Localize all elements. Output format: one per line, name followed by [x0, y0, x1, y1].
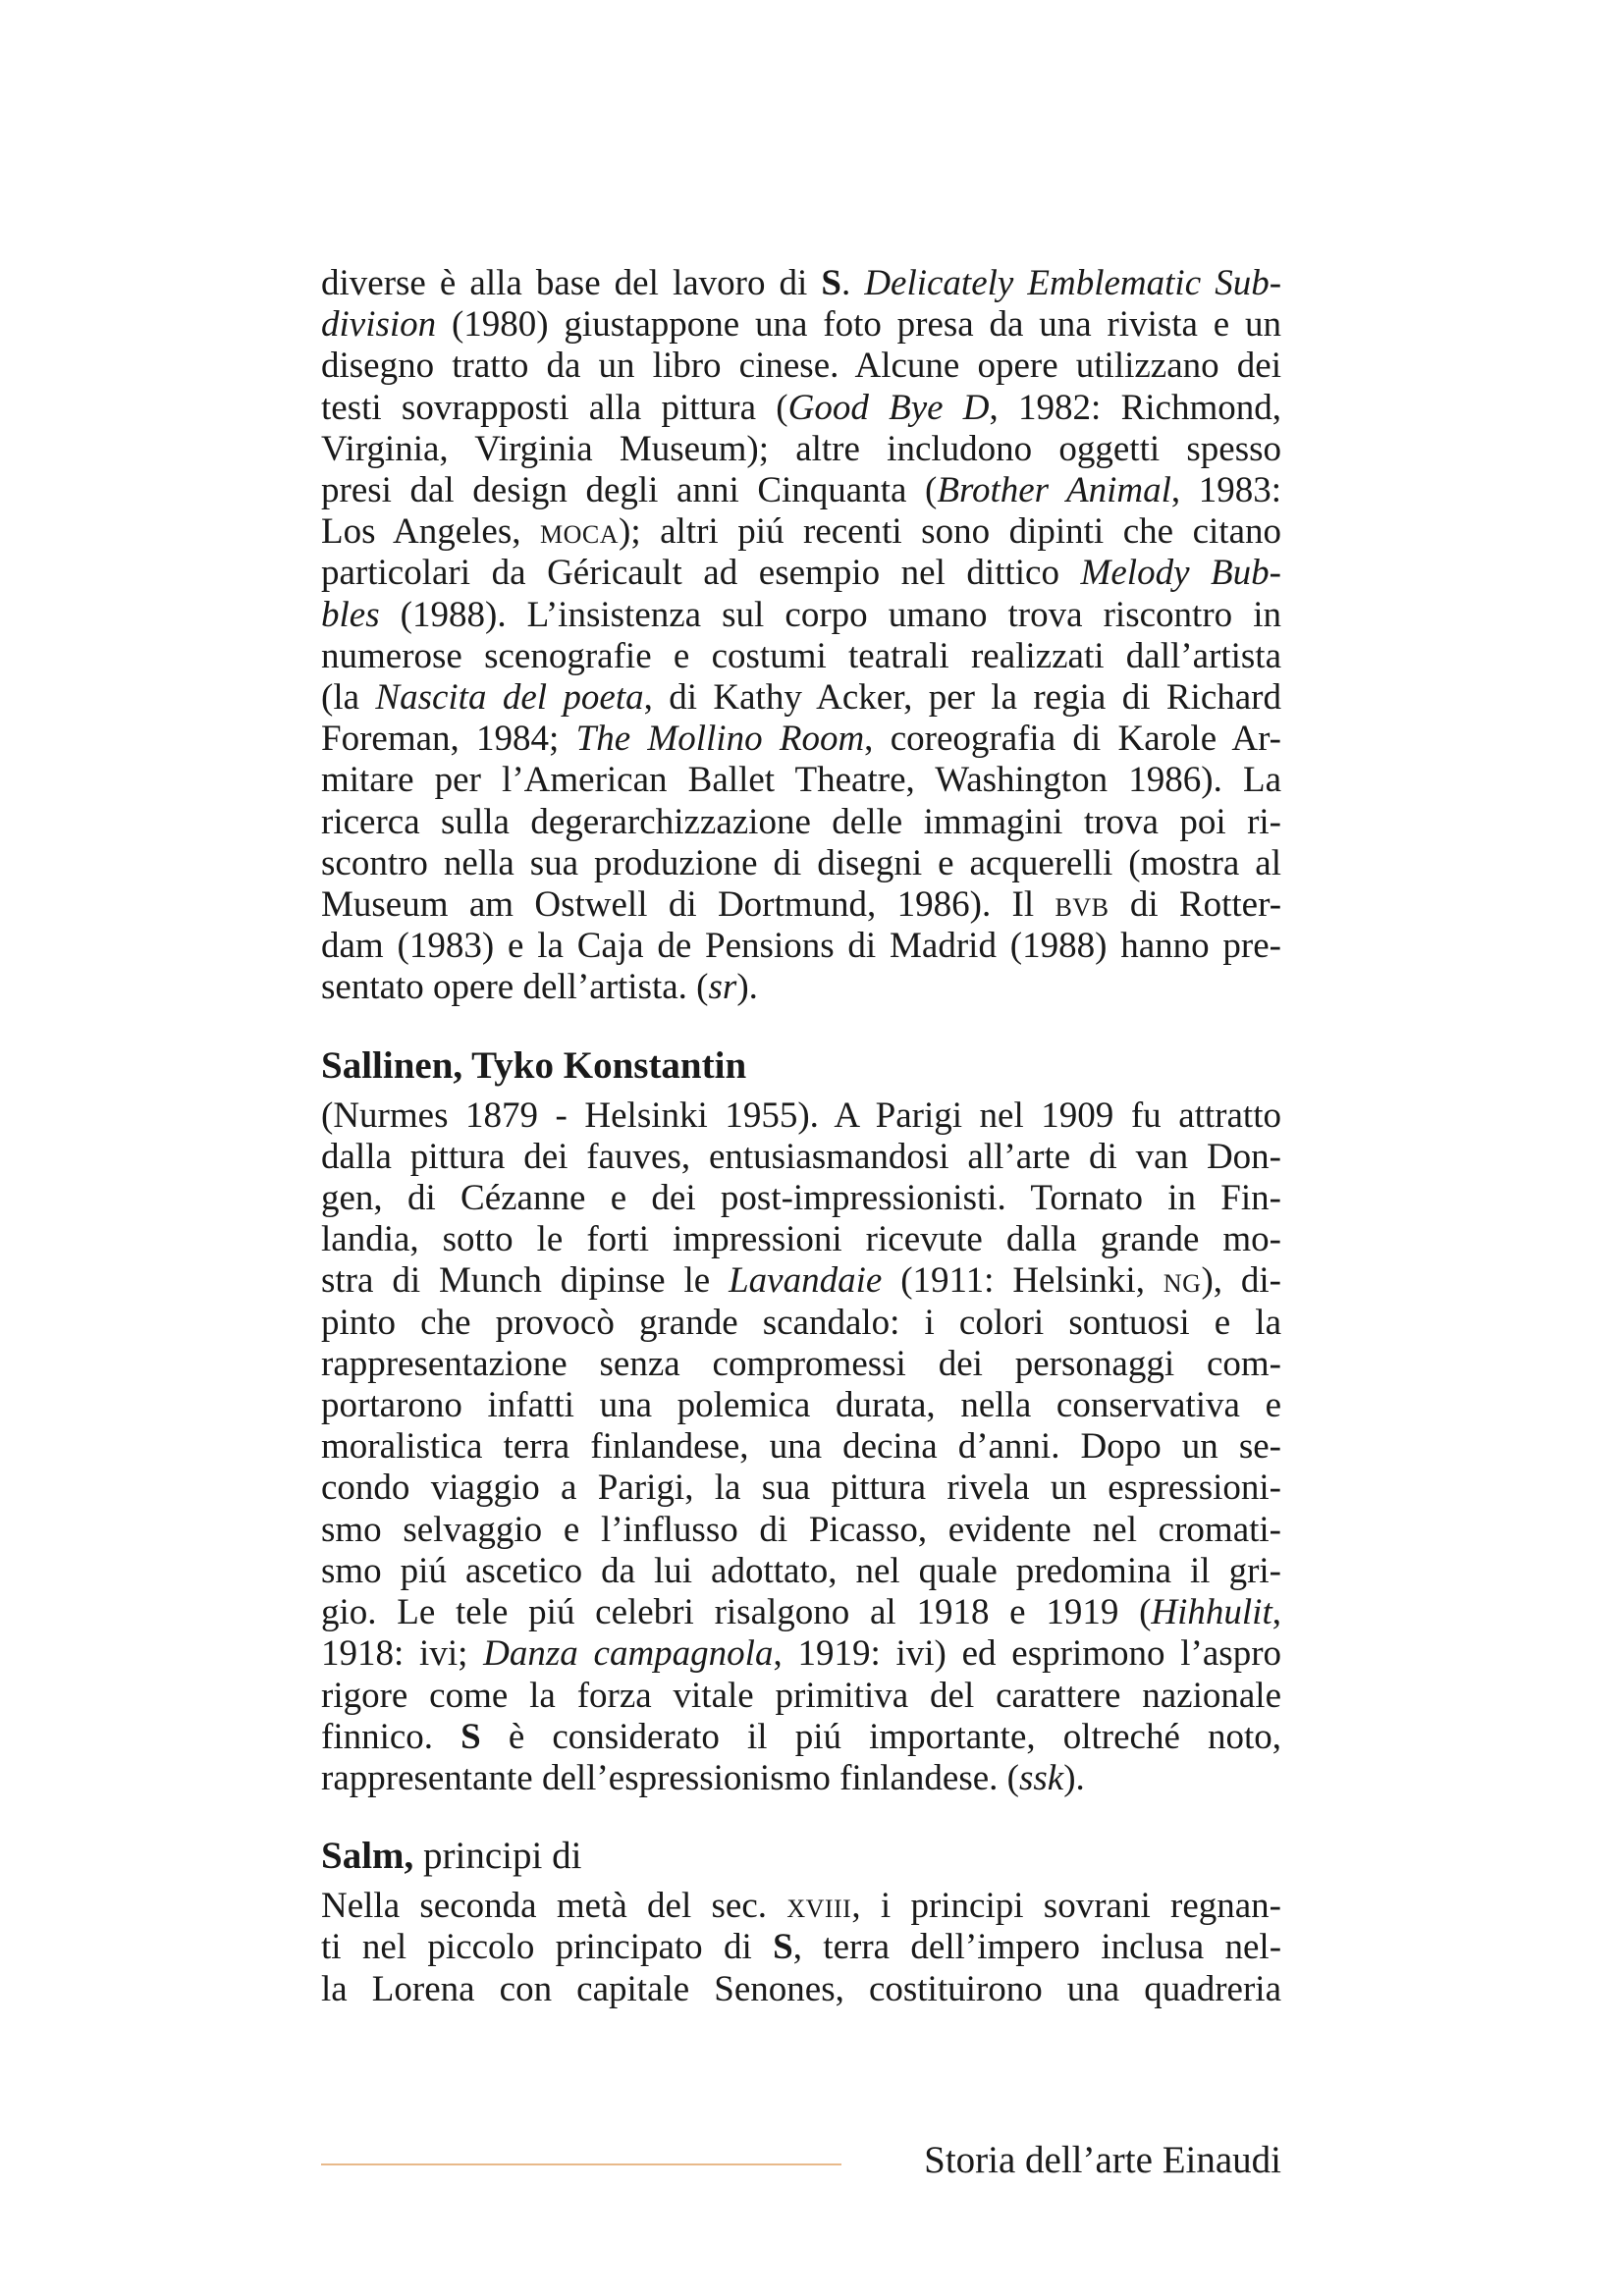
text-line [321, 884, 1281, 926]
text-run: Nella seconda metà del sec. [321, 1886, 787, 1927]
text-run: (1911: Helsinki, [882, 1260, 1163, 1302]
text-line [321, 1717, 1281, 1758]
text-line [321, 1633, 1281, 1675]
text-run: è considerato il piú importante, oltreché noto, [480, 1716, 1281, 1757]
text-run: Sallinen, Tyko Konstantin [321, 1043, 747, 1087]
text-run: dalla pittura dei fauves, entusiasmandosi all’arte di van Don- [321, 1136, 1281, 1177]
text-line [321, 1886, 1281, 1927]
text-line [321, 511, 1281, 553]
text-run: testi sovrapposti alla pittura ( [321, 387, 788, 428]
text-line [321, 429, 1281, 470]
text-run: mitare per l’American Ballet Theatre, Washington 1986). La [321, 760, 1281, 801]
text-run: particolari da Géricault ad esempio nel dittico [321, 553, 1081, 594]
text-line [321, 1385, 1281, 1426]
text-line [321, 1551, 1281, 1592]
text-line [321, 1468, 1281, 1509]
text-run: The Mollino Room [575, 719, 865, 760]
text-run: bvb [1055, 884, 1109, 926]
footer-title: Storia dell’arte Einaudi [924, 2139, 1281, 2181]
text-line [321, 595, 1281, 636]
text-run: ssk [1019, 1757, 1064, 1798]
text-run: Danza campagnola [483, 1633, 774, 1675]
text-run: , [1271, 1592, 1281, 1633]
text-line [321, 1510, 1281, 1551]
text-run: sentato opere dell’artista. ( [321, 967, 709, 1008]
text-line [321, 1303, 1281, 1344]
text-run: S [460, 1716, 481, 1757]
text-run: , i principi sovrani regnan- [851, 1886, 1281, 1927]
text-run: scontro nella sua produzione di disegni e acquerelli (mostra al [321, 842, 1281, 883]
text-run: landia, sotto le forti impressioni ricevute dalla grande mo- [321, 1219, 1281, 1260]
text-run: finnico. [321, 1716, 461, 1757]
text-run: , coreografia di Karole Ar- [864, 719, 1281, 760]
text-run: numerose scenografie e costumi teatrali realizzati dall’artista [321, 635, 1281, 676]
text-line [321, 1219, 1281, 1260]
text-run: pinto che provocò grande scandalo: i colori sontuosi e la [321, 1302, 1281, 1343]
text-run: ng [1163, 1260, 1202, 1302]
text-line [321, 1178, 1281, 1219]
text-line [321, 304, 1281, 346]
text-line [321, 636, 1281, 677]
text-run: Foreman, 1984; [321, 719, 576, 760]
text-line [321, 1758, 1281, 1799]
text-run: Museum am Ostwell di Dortmund, 1986). Il [321, 884, 1055, 926]
text-run: gen, di Cézanne e dei post-impressionisti. Tornato in Fin- [321, 1178, 1281, 1219]
text-run: Nascita del poeta [375, 677, 644, 719]
text-run: la Lorena con capitale Senones, costituirono una quadreria [321, 1968, 1281, 2009]
text-run: . [840, 263, 865, 303]
text-run: principi di [413, 1835, 582, 1878]
text-run: dam (1983) e la Caja de Pensions di Madrid (1988) hanno pre- [321, 926, 1281, 967]
text-run: ). [736, 967, 758, 1008]
text-line [321, 677, 1281, 719]
text-run: di Rotter- [1109, 884, 1282, 926]
entry-heading [321, 1044, 1281, 1088]
continuation-paragraph [321, 263, 1281, 1009]
text-run: (Nurmes 1879 - Helsinki 1955). A Parigi nel 1909 fu attratto [321, 1095, 1281, 1136]
entry-body [321, 1095, 1281, 1799]
text-run: , terra dell’impero inclusa nel- [792, 1927, 1282, 1968]
text-run: disegno tratto da un libro cinese. Alcune opere utilizzano dei [321, 346, 1281, 387]
text-run: , 1982: Richmond, [989, 387, 1281, 428]
text-run: sr [708, 967, 737, 1008]
text-run: ). [1063, 1757, 1085, 1798]
text-line [321, 1095, 1281, 1137]
text-run: S [773, 1927, 793, 1968]
text-line [321, 843, 1281, 884]
text-run: smo piú ascetico da lui adottato, nel quale predomina il gri- [321, 1550, 1281, 1591]
entry-body [321, 1886, 1281, 2010]
text-line [321, 926, 1281, 967]
page-body [321, 263, 1281, 2010]
text-run: rigore come la forza vitale primitiva del carattere nazionale [321, 1675, 1281, 1716]
text-run: (la [321, 677, 376, 719]
text-run: , 1983: [1170, 470, 1281, 511]
text-run: (1980) giustappone una foto presa da una rivista e un [436, 304, 1281, 346]
text-run: Good Bye D [787, 387, 990, 428]
text-run: ), di- [1201, 1260, 1282, 1302]
dictionary-entry [321, 1044, 1281, 1799]
text-run: division [321, 304, 437, 346]
text-run: gio. Le tele piú celebri risalgono al 1918 e 1919 ( [321, 1592, 1152, 1633]
text-run: , 1919: ivi) ed esprimono l’aspro [773, 1633, 1282, 1675]
text-line [321, 802, 1281, 843]
text-line [321, 1676, 1281, 1717]
text-run: presi dal design degli anni Cinquanta ( [321, 470, 938, 511]
text-line [321, 967, 1281, 1008]
text-run: stra di Munch dipinse le [321, 1260, 730, 1302]
text-run: portarono infatti una polemica durata, nella conservativa e [321, 1385, 1281, 1426]
text-run: ti nel piccolo principato di [321, 1927, 774, 1968]
text-run: , di Kathy Acker, per la regia di Richard [643, 677, 1281, 719]
text-run: rappresentante dell’espressionismo finlandese. ( [321, 1757, 1019, 1798]
text-line [321, 719, 1281, 760]
entry-heading [321, 1835, 1281, 1878]
page-footer [321, 2136, 1281, 2185]
text-run: Melody Bub- [1080, 553, 1281, 594]
text-run: rappresentazione senza compromessi dei personaggi com- [321, 1343, 1281, 1384]
text-line [321, 263, 1281, 304]
text-run: 1918: ivi; [321, 1633, 484, 1675]
text-run: diverse è alla base del lavoro di [321, 263, 822, 303]
text-run: (1988). L’insistenza sul corpo umano trova riscontro in [379, 594, 1281, 635]
text-run: condo viaggio a Parigi, la sua pittura rivela un espressioni- [321, 1468, 1281, 1509]
text-run: moca [539, 511, 619, 553]
text-line [321, 346, 1281, 387]
text-line [321, 388, 1281, 429]
text-run: xviii [786, 1886, 852, 1927]
text-run: Brother Animal [937, 470, 1171, 511]
text-run: Salm, [321, 1835, 414, 1878]
text-run: ); altri piú recenti sono dipinti che citano [619, 511, 1281, 553]
text-line [321, 760, 1281, 801]
text-run: Lavandaie [729, 1260, 883, 1302]
text-line [321, 1592, 1281, 1633]
text-line [321, 553, 1281, 594]
text-line [321, 1969, 1281, 2010]
text-line [321, 1344, 1281, 1385]
dictionary-entry [321, 1835, 1281, 2010]
text-run: ricerca sulla degerarchizzazione delle immagini trova poi ri- [321, 801, 1281, 842]
text-run: Delicately Emblematic Sub- [864, 263, 1282, 303]
entries [321, 1044, 1281, 2010]
footer-rule [321, 2163, 841, 2165]
text-run: Virginia, Virginia Museum); altre includono oggetti spesso [321, 428, 1281, 469]
text-line [321, 1426, 1281, 1468]
text-run: smo selvaggio e l’influsso di Picasso, evidente nel cromati- [321, 1509, 1281, 1550]
text-line [321, 1927, 1281, 1968]
text-line [321, 1260, 1281, 1302]
text-run: Hihhulit [1151, 1592, 1272, 1633]
text-line [321, 470, 1281, 511]
text-line [321, 1137, 1281, 1178]
text-run: Los Angeles, [321, 511, 540, 553]
text-run: bles [321, 594, 380, 635]
text-run: moralistica terra finlandese, una decina d’anni. Dopo un se- [321, 1426, 1281, 1468]
text-run: S [821, 263, 841, 303]
